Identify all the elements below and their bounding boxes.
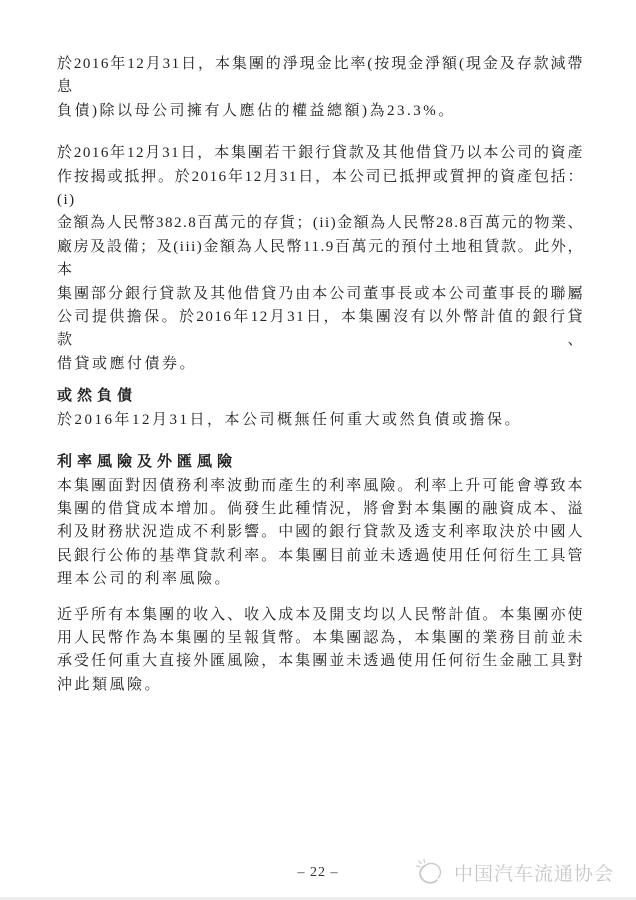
paragraph-line: 理本公司的利率風險。 <box>57 571 233 588</box>
paragraph-line: 近乎所有本集團的收入、收入成本及開支均以人民幣計值。本集團亦使 <box>57 606 584 623</box>
paragraph <box>57 409 584 432</box>
watermark <box>414 858 614 886</box>
paragraph-line: 公司提供擔保。於2016年12月31日，本集團沒有以外幣計值的銀行貸款、 <box>57 309 584 349</box>
paragraph <box>57 53 584 123</box>
paragraph-line: 負債)除以母公司擁有人應佔的權益總額)為23.3%。 <box>57 102 456 119</box>
paragraph <box>57 475 584 592</box>
paragraph-line: 於2016年12月31日，本集團的淨現金比率(按現金淨額(現金及存款減帶息 <box>57 56 584 96</box>
paragraph-line: 本集團面對因債務利率波動而產生的利率風險。利率上升可能會導致本 <box>57 477 584 494</box>
paragraph-line: 集團的借貸成本增加。倘發生此種情況，將會對本集團的融資成本、溢 <box>57 500 584 517</box>
section-heading-contingent-liabilities: 或然負債 <box>57 388 138 405</box>
watermark-text: 中国汽车流通协会 <box>453 863 614 885</box>
paragraph-line: 沖此類風險。 <box>57 676 163 693</box>
document-body <box>57 53 584 697</box>
watermark-logo-icon <box>414 858 448 886</box>
paragraph-line: 利及財務狀況造成不利影響。中國的銀行貸款及透支利率取決於中國人 <box>57 524 584 541</box>
paragraph <box>57 604 584 698</box>
paragraph-line: 用人民幣作為本集團的呈報貨幣。本集團認為，本集團的業務目前並未 <box>57 629 584 646</box>
paragraph-line: 金額為人民幣382.8百萬元的存貨；(ii)金額為人民幣28.8百萬元的物業、 <box>57 215 584 232</box>
paragraph-line: 廠房及設備；及(iii)金額為人民幣11.9百萬元的預付土地租賃款。此外，本 <box>57 238 584 279</box>
paragraph-line: 於2016年12月31日，本集團若干銀行貸款及其他借貸乃以本公司的資產 <box>57 145 584 162</box>
page-number: – 22 – <box>297 865 339 880</box>
paragraph-line: 作按揭或抵押。於2016年12月31日，本公司已抵押或質押的資產包括：(i) <box>57 168 584 209</box>
section-heading-interest-fx-risk: 利率風險及外匯風險 <box>57 454 238 471</box>
paragraph-line: 民銀行公佈的基準貸款利率。本集團目前並未透過使用任何衍生工具管 <box>57 547 584 564</box>
paragraph-line: 於2016年12月31日，本公司概無任何重大或然負債或擔保。 <box>57 411 523 428</box>
paragraph <box>57 142 584 376</box>
paragraph-line: 集團部分銀行貸款及其他借貸乃由本公司董事長或本公司董事長的聯屬 <box>57 285 584 302</box>
paragraph-line: 承受任何重大直接外匯風險，本集團並未透過使用任何衍生金融工具對 <box>57 653 584 670</box>
paragraph-line: 借貸或應付債券。 <box>57 355 198 372</box>
